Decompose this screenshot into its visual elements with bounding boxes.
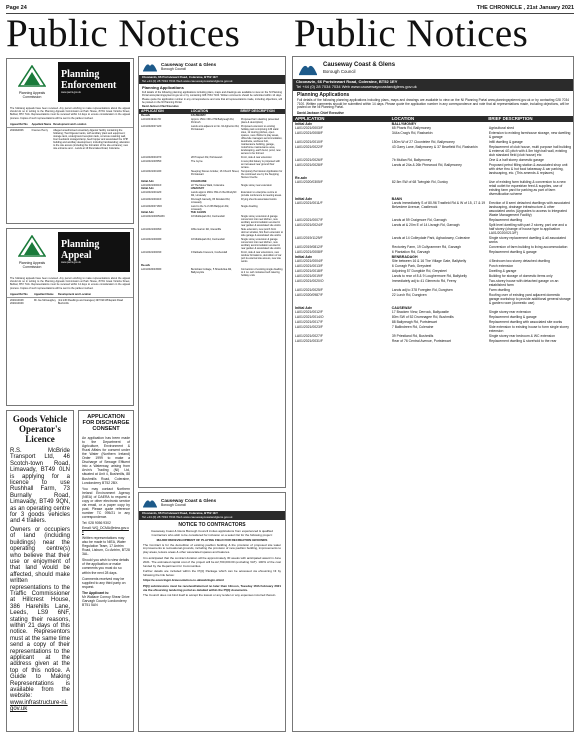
discharge-applicant: Mr Wallace Conroy Shear Drive Garvagh County Londonderry BT51 5AN [82, 594, 130, 608]
area-heading: Re-adv CAUSEWAY [141, 114, 206, 118]
apps-right-intro: Full details of the following planning applications including plans, maps and drawings are available to view on the NI Planning Portal www.planningsystemni.gov.uk or by contacting 028 7034 7100. Written comments should be submitted within 14 days. Please quote the application number in any correspondence and note that all representations made, including objections, will be posted on the NI Planning Portal. [297, 97, 569, 110]
planning-applications-right: Causeway Coast & Glens Borough Council Cloonavin, 66 Portstewart Road, Coleraine, BT52 1EY Tel +44 (0) 28 7034 7034 Web www.causewaycoastandglens.gov.uk Planning Applications Full details of the following planning applications including plans, maps and drawings are available to view on the NI Planning Portal www.planningsystemni.gov.uk or by contacting 028 7034 7100. Written comments should be submitted within 14 days. Please quote the application number in any correspondence and note that all representations made, including objections, will be posted on the NI Planning Portal. David Jackson Chief Executive APPLICATION LOCATION BRIEF DESCRIPTION Initial Adv BALLYMONEY LA01/2021/0003/F 65 Pharis Rd, Ballymoney Agricultural shed LA01/2021/0008/F 344a Crag's Rd, Rasharkin Extension to existing farmhouse storage, new dwelling & garage LA01/2021/0010/F 150m W of 27 Cloontelee Rd, Ballymoney Infill dwelling & garage LA01/2021/0022/F 43 Garry Lane, Ballymoney & 37 Bearfield Rd, Rasharkin Replacement of club house, multi purpose hall building & external 4G pitch with 4.5m high ball wall, existing club standard field (club house) etc LA01/2021/0026/F 7b Mullan Rd, Ballymoney One & a half storey domestic garage LA01/2021/0028/F Lands at 24a & 26b Pinewood Rd, Ballymoney Proposed petrol filling station & associated shop unit with drive thru & hot food takeaway & car parking, landscaping, etc. (This amends & replaces) Re-adv LA01/2020/0305/F 82.5m SW of 68 Twingish Rd, Dunloy Use of existing farm building & conversion to a new retail outlet for equestrian feed & supplies, use of existing farm yard for parking as part of farm diversification scheme Initial Adv BANN LA01/2021/0011/F Lands immediately S of 80-96 Trasfield Rd & W of 15, 17 & 19 Belvedere Avenue, Castlerock Erection of 8 semi detached dwellings with associated landscaping, drainage infrastructure & other associated works (Upgrades to access to Integrated Waste Management Facility) LA01/2021/0007/F Lands at 59 Craigmore Rd, Garvagh Replacement dwelling LA01/2021/0024/F Lands at & 20m E of 14 Lisragh Rd, Garvagh Split level dwelling with part 2 storey, part one and a half storey (change of house type to application LA01/2020/0213/F) LA01/2019/1129/F Lands at 14 Colleydale Park, Aghadowey, Coleraine Single storey replacement dwelling & all associated works LA01/2019/0812/F Rectoriey Farm, 19 Cullyrammer Rd, Garvagh Conversion of farm building to living accommodation LA01/2021/0008/F 6 Plantation Rd, Garvagh Replacement dwelling & garage Initial Adv BENBRADAGH LA01/2021/0004/F Site between 16 & 16 The Village Gate, Ballykelly 4 Bedroom two storey detached dwelling LA01/2021/0013/F 6 Curragh Park, Greysteel Porch extension LA01/2021/0018/F Adjoining 57 Dungtide Rd, Greysteel Dwelling & garage LA01/2021/0019/F Lands to rear of 8 & 9 Loughermore Rd, Ballykelly Building for storage of domestic items only LA01/2021/0020/O Immediately adj to 41 Glenrecto Rd, Feeny Two-storey house with detached garage on an established farm LA01/2021/0025/F Lands adj to 378 Foreglen Rd, Dungiven Farm dwelling LA01/2020/0987/F 22 Lurch Rd, Dungiven Roofing over of existing yard adjacent domestic garage workshop to provide additional general storage & garden room (domestic use) Initial Adv CAUSEWAY LA01/2021/0012/F 17 Bracken View, Derrock, Ballycastle Single storey rear extension LA01/2021/0014/O 80m SW of 52 Drumnagee Rd, Bushmills Replacement dwelling & garage LA01/2021/0017/F 88 Ballyreagh Rd, Portstewart Replacement dwelling with associated site works LA01/2021/0023/F 7 Ballindreen Rd, Coleraine Side extension to existing house to form single storey extension LA01/2021/0027/F 39 Priestland Rd, Bushmills Single storey rear bedroom & WC extension LA01/2021/0031/F Rear of 76 Central Avenue, Portstewart Replacement dwelling & storehold to the rear [292, 56, 574, 732]
table-row: LA01/2020/0718/O Land to the S of 236 Ballyquin Rd, Limavady Single dwelling [141, 204, 258, 211]
table-row: LA01/2021/0008/F 6 Plantation Rd, Garvagh Replacement dwelling & garage [295, 249, 537, 254]
section-title-right: Public Notices [294, 14, 529, 54]
area-heading: Initial Adv LIMAVADY [141, 187, 205, 191]
table-row: LA01/2021/0005/LBC 43 Middlepark Rd, Cushendall Single storey extension & garage conversion into new kitchen, new ancillary accommodation erected in rear garden & associated site works [141, 215, 281, 228]
discharge-body: An application has been made to the Department of Agriculture, Environment & Rural Affairs for consent under the Water (Northern Ireland) Order 1999 to make a Discharge of Sewage Effluent into a Waterway, arising from Arvin's Trading (NI) Ltd, situated at Unit 4, Bushmills, 88 Bushmills Road, Coleraine, Londonderry BT52 2BX. [82, 435, 130, 485]
apps-right-heading: Planning Applications [297, 91, 350, 98]
enforcement-web: www.pacni.gov.uk [61, 91, 81, 95]
table-row: LA01/2021/0031/F Rear of 76 Central Avenue, Portstewart Replacement dwelling & storehold to the rear [295, 338, 557, 343]
council-banner: Causeway Coast & Glens Borough Council [293, 57, 573, 79]
apps-mid-intro: Full details of the following planning applications including plans, maps and drawings are available to view on the NI Planning Portal www.planningsystemni.gov.uk or by contacting 028 7034 7100. Written comments should be submitted within 14 days. Please quote the application number in any correspondence and note that all representations made, including objections, will be posted on the NI Planning Portal. [142, 91, 282, 104]
table-row: LA01/2021/0004/F Site between 16 & 16 The Village Gate, Ballykelly 4 Bedroom two storey detached dwelling [295, 258, 550, 263]
enforcement-org: Planning Appeals Commission [18, 90, 46, 99]
council-logo-icon [297, 59, 319, 77]
table-row: LA01/2020/0305/F 82.5m SW of 68 Twingish Rd, Dunloy Use of existing farm building & conversion to a new retail outlet for equestrian feed & supplies, use of existing farm yard for parking as part of farm diversification scheme [295, 179, 566, 196]
table-row: LA01/2020/0987/F 22 Lurch Rd, Dungiven Roofing over of existing yard adjacent domestic garage workshop to provide additional general storage & garden room (domestic use) [295, 292, 571, 305]
table-row: LA01/2020/0047/F 28 Prospect Rd, Portstewart Front, side & rear extension [141, 156, 272, 160]
table-row: LA01/2021/0010/F 150m W of 27 Cloontelee Rd, Ballymoney Infill dwelling & garage [295, 140, 523, 145]
table-row: LA01/2020/0712/F Lands at & adjacent to No. 34 Agherton Rd, Portstewart Proposed extension to existing holiday park comprising 136 static sites, 12 touring pitches, open spaces, new children's play areas, office/site managers accommodation, laundrette, wellness hub, maintenance building, garage, motorhome maintenance area, landscaping, earth bund, pond, new access to be formed. [141, 125, 283, 156]
goods-vehicle-notice [6, 410, 74, 732]
contractors-project: MAJOR REDEVELOPMENT OF PLAYING FIELD FOR RECREATION GROUNDS [156, 537, 268, 542]
appeal-intro: The following appeals have been received. Any person wishing to make representations about the appeal should do so in writing to the Planning Appeals Commission at Park House, 87/91 Great Victoria Street, Belfast, BT2 7AG. Representations must be received within 14 days to ensure consideration in the appeal process. Copies of such representations will be sent to the parties involved. [10, 277, 130, 290]
council-logo-icon [142, 59, 158, 73]
area-heading: Initial Adv COLERAINE [141, 179, 207, 183]
contractors-title: NOTICE TO CONTRACTORS [178, 522, 246, 529]
col-ref: Appeal Ref No [10, 122, 28, 126]
enforcement-intro: The following appeals have been received. Any person wishing to make representations about the appeal should do so in writing to the Planning Appeals Commission at Park House, 87/91 Great Victoria Street, Belfast, BT2 7AG. Representations must be received within 14 days to ensure consideration in the appeal process. Copies of such representations will be sent to the parties involved. [10, 107, 130, 120]
operator-link[interactable]: www.infrastructure-ni.gov.uk [10, 699, 68, 713]
table-row: LA01/2021/0023/F 7 Ballindreen Rd, Coleraine Side extension to existing house to form single storey extension [295, 324, 569, 333]
discharge-tel: Tel: 028 9056 9302 [82, 521, 111, 526]
table-row: LA01/2021/0027/F 39 Priestland Rd, Bushmills Single storey rear bedroom & WC extension [295, 333, 555, 338]
table-row: LA01/2021/0012/F Lands approx 260m NW of 23a Windyhill Rd, Limavady Extension to enterprise centre to provide conference & meeting areas. [141, 190, 282, 197]
discharge-written: Written representations may also be made to NIEA, Water Regulation Team, 17 Antrim Road, Lisburn, Co Antrim, BT28 3AL. [82, 535, 130, 557]
contractors-link[interactable]: https://e-sourcingni.bravosolution.co.uk/web/login.shtml [143, 577, 224, 582]
table-row: LA01/2019/0812/F Rectoriey Farm, 19 Cullyrammer Rd, Garvagh Conversion of farm building to living accommodation [295, 244, 568, 249]
planning-applications-mid [138, 56, 286, 488]
paper-dateline: THE CHRONICLE , 21st January 2021 [476, 4, 574, 11]
discharge-comments: Comments received may be supplied to any third party on request. [82, 576, 126, 589]
table-row: LA01/2021/0011/F Lands immediately S of 80-96 Trasfield Rd & W of 15, 17 & 19 Belvedere Avenue, Castlerock Erection of 8 semi detached dwellings with associated landscaping, drainage infrastructure & other associated works (Upgrades to access to Integrated Waste Management Facility) [295, 201, 570, 217]
enforcement-title: Planning Enforcement [61, 69, 117, 92]
discharge-applicant-label: The Applicant is: [82, 590, 110, 595]
area-heading: Initial Adv BENBRADAGH [295, 255, 418, 260]
table-row: LA01/2021/0010/F Steeping Stones Grinder, 16 Church Street, Portstewart Temporary Permission Application for the continued use by the Stepping Stones Creche [141, 170, 283, 180]
table-row: 2020/A0048 2020/A0049 Mr Joe McGaughey (Ind infill Dwellings and Garages) 197/199 Whitepark Road Bushmills [10, 298, 124, 305]
table-row: LA01/2021/0013/F 6 Curragh Park, Greysteel Porch extension [295, 263, 514, 268]
col-development: Development and Location [53, 122, 87, 126]
col-appellant: Appellant Name [31, 122, 52, 126]
contractors-notice: Causeway Coast & Glens Borough Council Cloonavin, 66 Portstewart Road, Coleraine, BT52 1EY Tel +44 (0) 28 7034 7034 Web www.causewaycoastandglens.gov.uk NOTICE TO CONTRACTORS Causeway Coast & Glens Borough Council invites applications from experienced & qualified Contractors who wish to be considered for inclusion on a select list for the following project: MAJOR REDEVELOPMENT OF PLAYING FIELD FOR RECREATION GROUNDS The Contract is for the demolition of existing pavilion building & the provision of proposed site water improvements to recreational grounds, including the provision of new pavilion building, improvements to play areas, leisure areas & other associated spaces and features. It is anticipated that the contract duration will be approximately 30 weeks with anticipated award in June 2021. The estimated capital cost of the project will be £2,700,000.00 (excluding VAT). 100% of the cost funded by the Department for Communities. Further details are included within the PQQ Package which can be accessed via eSourcing NI by following the link below: https://e-sourcingni.bravosolution.co.uk/web/login.shtml PQQ submissions must be received/returned no later than 12noon, Tuesday 16th February 2021 via the eSourcing tendering portal as detailed within the PQQ documents. The Council does not bind itself to accept the lowest or any tender or any expenses incurred therein. [138, 492, 286, 732]
table-row: LA01/2021/0018/F Adjoining 57 Dungtide Rd, Greysteel Dwelling & garage [295, 268, 517, 273]
discharge-consent-notice [78, 410, 134, 732]
discharge-title: APPLICATION FOR DISCHARGE CONSENT [82, 414, 130, 433]
apps-mid-heading: Planning Applications [142, 85, 184, 91]
contractors-p3: It is anticipated that the contract duration will be approximately 30 weeks with anticipated award in June 2021. The estimated capital cost of the project will be £2,700,000.00 (excluding VAT). 100% of the cost funded by the Department for Communities. [143, 555, 281, 568]
discharge-contact: You may contact Northern Ireland Environment Agency (NIEA) of DAERA to request a copy or other electronic service via email, or a paper copy by post. Please quote reference number TC 095/21 in any correspondence. [82, 486, 130, 520]
area-heading: Initial Adv THE GLENS [141, 211, 207, 215]
appeal-org: Planning Appeals Commission [18, 260, 46, 269]
pac-logo-icon [18, 65, 46, 87]
page-header [6, 2, 574, 14]
table-row: LA01/2021/0014/O 80m SW of 52 Drumnagee Rd, Bushmills Replacement dwelling & garage [295, 314, 537, 319]
table-row: LA01/2021/0006/F 180a Garron Rd, Glenariffe Side extension, new porch front dormer window, first floor extension to side garage & associated site works [141, 228, 283, 238]
table-row: LA01/2021/0020/O Immediately adj to 41 Glenrecto Rd, Feeny Two-storey house with detached garage on an established farm [295, 278, 559, 287]
table-row: LA01/2021/0055/F The Gyme A new pilot bakery is proposed with an increased rear ground floor terrace. [141, 160, 281, 170]
table-row: LA01/2021/0001/F 22 The Mews Walk, Coleraine Single storey rear extension [141, 183, 272, 187]
apps-right-rows [293, 122, 573, 344]
page-number: Page 24 [6, 4, 27, 11]
appeal-title: Planning Appeal [61, 239, 100, 262]
contractors-p6: The Council does not bind itself to accept the lowest or any tender or any expenses incurred therein. [143, 593, 277, 598]
council-banner: Causeway Coast & Glens Borough Council [139, 493, 285, 511]
operator-title: Goods Vehicle Operator's Licence [12, 414, 68, 444]
planning-appeal-notice [6, 228, 134, 406]
appeal-table-header: Appeal Ref No Appellant Name Development and Location [7, 292, 133, 298]
table-row: LA01/2021/0025/F Lands adj to 378 Foreglen Rd, Dungiven Farm dwelling [295, 287, 510, 292]
apps-right-sign: David Jackson Chief Executive [297, 111, 344, 116]
table-row: LA01/2021/0022/F 43 Garry Lane, Ballymoney & 37 Bearfield Rd, Rasharkin Replacement of club house, multi purpose hall building & external 4G pitch with 4.5m high ball wall, existing club standard field (club house) etc [295, 144, 571, 157]
pac-logo-icon [18, 235, 46, 257]
table-row: LA01/2019/1129/F Lands at 14 Colleydale Park, Aghadowey, Coleraine Single storey replacement dwelling & all associated works [295, 235, 566, 244]
apps-mid-table-header: APPLICATION LOCATION BRIEF DESCRIPTION [139, 109, 285, 114]
appeal-web: www.pacni.gov.uk [61, 261, 81, 265]
area-heading: Initial Adv CAUSEWAY [295, 305, 413, 310]
table-row: LA01/2021/0009/F 43 Middlepark Rd, Cushendall Single storey extension & garage conversion into new kitchen, new ancillary accommodation erected in rear garden & associated site works [141, 238, 281, 251]
operator-body: R.S. McBride Transport Ltd, 46 Scotch-town Road, Limavady, BT49 0LN is applying for a licence to use Rushhall Farm, 73 Burnally Road, Limavady, BT49 9QN, as an operating centre for 3 goods vehicles and 4 trailers. [10, 448, 70, 525]
table-row: LA01/2019/1117/F Approx 150m NW of 59 Ballyreagh Rd, Portrush Proposed farm dwelling (amended plans & description) [141, 118, 280, 125]
contractors-p5: PQQ submissions must be received/returned no later than 12noon, Tuesday 16th February 2021 via the eSourcing tendering portal as detailed within the PQQ documents. [143, 583, 281, 592]
table-row: LA01/2021/0017/F 88 Ballyreagh Rd, Portstewart Replacement dwelling with associated site works [295, 319, 563, 324]
apps-mid-rows [139, 114, 285, 277]
council-address-bar: Cloonavin, 66 Portstewart Road, Coleraine, BT52 1EY Tel +44 (0) 28 7034 7034 Web www.causewaycoastandglens.gov.uk [139, 75, 285, 84]
discharge-wish: Should you wish to view details of the application or make comments you must do so within the next 28 days. [82, 558, 129, 575]
table-row: LA01/2021/0021/F Drumagh Gamelly, 83 Dowland Rd, Limavady Drying shed & associated works [141, 197, 277, 204]
table-row: 2020/E0006 Frances Henry Alleged unauthorised unsanitary digestor facility containing the following; Two Digester tanks, with ancillary plant and equipment; storage tank, underground reception tank, concrete retaining wall, liner feedstock storage/clamp, feed hopper and associated the CHP building and ancillary development, including hardstanding; alteration to the site access (including the formation of the site entrance); new site entrance and... Lands at 19 Duncrakes Road, Coleraine [10, 128, 130, 150]
council-banner: Causeway Coast & Glens Borough Council [139, 57, 285, 75]
section-title-left: Public Notices [6, 14, 241, 54]
council-logo-icon [142, 495, 158, 509]
table-row: LA01/2021/0026/F 7b Mullan Rd, Ballymoney One & a half storey domestic garage [295, 157, 544, 162]
contractors-p1: Causeway Coast & Glens Borough Council invites applications from experienced & qualified Contractors who wish to be considered for inclusion on a select list for the following project: [150, 529, 274, 537]
contractors-p4: Further details are included within the PQQ Package which can be accessed via eSourcing NI by following the link below: [143, 569, 281, 578]
area-heading: Re-adv [295, 176, 307, 181]
area-heading: Re-adv [141, 263, 150, 267]
contractors-p2: The Contract is for the demolition of existing pavilion building & the provision of proposed site water improvements to recreational grounds, including the provision of new pavilion building, improvements to play areas, leisure areas & other associated spaces and features. [143, 542, 281, 555]
area-heading: Initial Adv BALLYMONEY [295, 122, 417, 127]
table-row: LA01/2021/0028/F Lands at 24a & 26b Pinewood Rd, Ballymoney Proposed petrol filling station & associated shop unit with drive thru & hot food takeaway & car parking, landscaping, etc. (This amends & replaces) [295, 162, 568, 175]
apps-mid-sign: David Jackson Chief Executive [142, 105, 179, 108]
planning-enforcement-notice [6, 58, 134, 224]
discharge-email[interactable]: Email: WQ_DCMA@niea.gov.uk [82, 525, 129, 534]
table-row: LA01/2021/0024/F Lands at & 20m E of 14 Lisragh Rd, Garvagh Split level dwelling with part 2 storey, part one and a half storey (change of house type to application LA01/2020/0213/F) [295, 222, 567, 235]
table-row: LA01/2021/0007/F Lands at 59 Craigmore Rd, Garvagh Replacement dwelling [295, 217, 522, 222]
table-row: LA01/2020/0459/F Bentshaw Cottage, 5 Shandvilea Rd, Ballyvoystle Conversion of existing single dwelling to 2 no. self contained self catering holiday units [141, 267, 283, 277]
table-row: LA01/2021/0012/F 17 Bracken View, Derrock, Ballycastle Single storey rear extension [295, 309, 531, 314]
table-row: LA01/2021/0003/F 9 Dalriada Crescent, Cushendall Front, side & rear extensions, new window formations, demolition of car port & external site access, new site works [141, 251, 282, 264]
area-heading: Initial Adv BANN [295, 197, 402, 202]
table-row: LA01/2021/0019/F Lands to rear of 8 & 9 Loughermore Rd, Ballykelly Building for storage of domestic items only [295, 273, 553, 278]
table-row: LA01/2021/0003/F 65 Pharis Rd, Ballymoney Agricultural shed [295, 126, 515, 131]
table-row: LA01/2021/0008/F 344a Crag's Rd, Rasharkin Extension to existing farmhouse storage, new dwelling & garage [295, 131, 571, 140]
apps-right-table-header: APPLICATION LOCATION BRIEF DESCRIPTION [293, 116, 573, 122]
operator-body2: Owners or occupiers of land (including buildings) near the operating centre(s) who believe that their use or enjoyment of that land would be affected, should make written representations to the Traffic Commissioner at Hillcrest House, 386 Harehills Lane, Leeds, LS9 6NF, stating their reasons, within 21 days of this notice. Representors must at the same time send a copy of their representations to the applicant at the address given at the top of this notice. A Guide to Making Representations is available from the website: [10, 526, 70, 700]
